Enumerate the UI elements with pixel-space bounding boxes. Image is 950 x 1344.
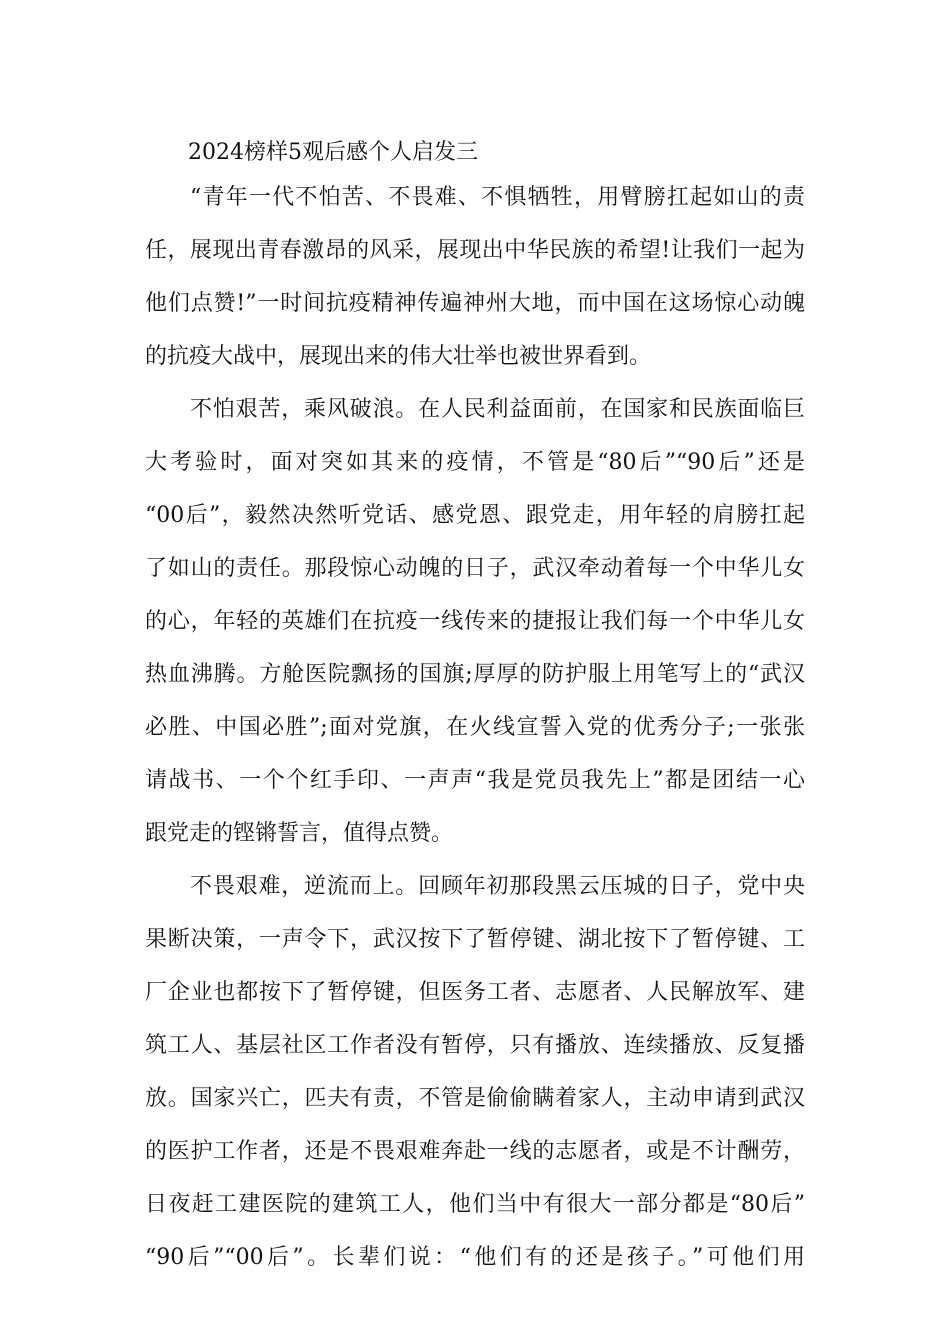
paragraph-1-line-4: 的抗疫大战中，展现出来的伟大壮举也被世界看到。: [145, 344, 652, 369]
paragraph-1-line-2: 任，展现出青春激昂的风采，展现出中华民族的希望!让我们一起为: [145, 238, 805, 263]
paragraph-3-line-8: “90后”“00后”。长辈们说：“他们有的还是孩子。”可他们用: [145, 1245, 805, 1270]
paragraph-2-line-7: 必胜、中国必胜”;面对党旗，在火线宣誓入党的优秀分子;一张张: [145, 715, 805, 740]
paragraph-3-line-6: 的医护工作者，还是不畏艰难奔赴一线的志愿者，或是不计酬劳，: [145, 1139, 805, 1164]
paragraph-2-line-8: 请战书、一个个红手印、一声声“我是党员我先上”都是团结一心: [145, 768, 805, 793]
paragraph-2-line-2: 大考验时，面对突如其来的疫情，不管是“80后”“90后”还是: [145, 450, 805, 475]
paragraph-1-line-1: “青年一代不怕苦、不畏难、不惧牺牲，用臂膀扛起如山的责: [190, 185, 805, 210]
paragraph-1-line-3: 他们点赞!”一时间抗疫精神传遍神州大地，而中国在这场惊心动魄: [145, 291, 805, 316]
document-title: 2024榜样5观后感个人启发三: [188, 140, 478, 165]
paragraph-2-line-3: “00后”，毅然决然听党话、感党恩、跟党走，用年轻的肩膀扛起: [145, 503, 805, 528]
paragraph-3-line-1: 不畏艰难，逆流而上。回顾年初那段黑云压城的日子，党中央: [190, 874, 805, 899]
paragraph-3-line-4: 筑工人、基层社区工作者没有暂停，只有播放、连续播放、反复播: [145, 1033, 805, 1058]
paragraph-3-line-3: 厂企业也都按下了暂停键，但医务工者、志愿者、人民解放军、建: [145, 980, 805, 1005]
paragraph-2-line-4: 了如山的责任。那段惊心动魄的日子，武汉牵动着每一个中华儿女: [145, 556, 805, 581]
paragraph-2-line-6: 热血沸腾。方舱医院飘扬的国旗;厚厚的防护服上用笔写上的“武汉: [145, 662, 805, 687]
paragraph-3-line-2: 果断决策，一声令下，武汉按下了暂停键、湖北按下了暂停键、工: [145, 927, 805, 952]
paragraph-2-line-5: 的心，年轻的英雄们在抗疫一线传来的捷报让我们每一个中华儿女: [145, 609, 805, 634]
paragraph-3-line-5: 放。国家兴亡，匹夫有责，不管是偷偷瞒着家人，主动申请到武汉: [145, 1086, 805, 1111]
paragraph-3-line-7: 日夜赶工建医院的建筑工人，他们当中有很大一部分都是“80后”: [145, 1192, 805, 1217]
paragraph-2-line-1: 不怕艰苦，乘风破浪。在人民利益面前，在国家和民族面临巨: [190, 397, 805, 422]
paragraph-2-line-9: 跟党走的铿锵誓言，值得点赞。: [145, 821, 454, 846]
